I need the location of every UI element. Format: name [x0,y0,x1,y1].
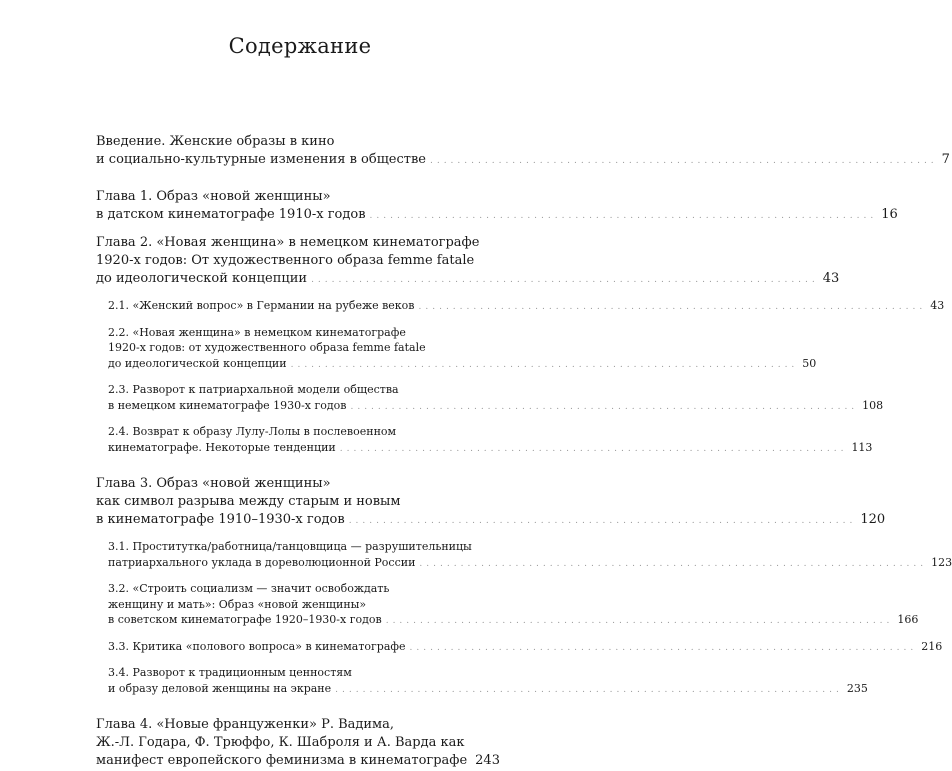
entry-line: 2.1. «Женский вопрос» в Германии на рубеже веков [108,299,415,312]
toc-entry-chapter-2[interactable] [96,234,840,289]
entry-line: в датском кинематографе 1910-х годов [96,207,366,222]
dot-leader: .......................................................................... [385,616,894,626]
entry-line: Введение. Женские образы в кино [96,134,335,149]
page-number: 50 [802,356,817,370]
entry-line: 2.2. «Новая женщина» в немецком кинематографе [108,325,406,339]
page-title: Содержание [228,34,372,58]
toc-entry-section-3-4[interactable] [96,665,868,698]
entry-line: Глава 3. Образ «новой женщины» [96,476,331,491]
entry-line: патриархального уклада в дореволюционной России [108,555,416,569]
entry-line: 2.4. Возврат к образу Лулу-Лолы в послевоенном [108,425,397,438]
toc-entry-chapter-4[interactable] [96,716,500,771]
entry-line: кинематографе. Некоторые тенденции [108,440,336,454]
entry-line: 1920-х годов: от художественного образа femme fatale [108,341,426,354]
entry-line: Глава 1. Образ «новой женщины» [96,189,331,204]
entry-line: 2.3. Разворот к патриархальной модели общества [108,383,399,396]
entry-line: 1920-х годов: От художественного образа femme fatale [96,253,475,268]
toc-entry-section-2-4[interactable] [96,424,873,457]
page-number: 166 [897,613,919,626]
dot-leader: .......................................................................... [335,684,843,695]
toc-entry-section-3-3[interactable] [96,639,943,657]
table-of-contents [96,133,952,771]
entry-line: Глава 4. «Новые француженки» Р. Вадима, [96,717,395,732]
page-number: 123 [931,555,952,569]
page-number: 243 [475,753,500,768]
dot-leader: .......................................................................... [348,516,857,526]
entry-line: Ж.-Л. Годара, Ф. Трюффо, К. Шаброля и А. Варда как [96,735,465,750]
dot-leader: .......................................................................... [290,359,799,370]
entry-line: 3.3. Критика «полового вопроса» в кинематографе [108,639,406,653]
page-number: 108 [862,398,884,412]
page-number: 43 [930,299,945,312]
dot-leader: .......................................................................... [409,642,918,653]
dot-leader: .......................................................................... [369,211,878,221]
entry-line: 3.2. «Строить социализм — значит освобождать [108,582,390,595]
entry-line: в немецком кинематографе 1930-х годов [108,398,347,412]
entry-line: в кинематографе 1910–1930-х годов [96,512,345,527]
entry-line: до идеологической концепции [108,356,287,370]
page-number: 216 [921,639,943,653]
page-number: 235 [846,681,868,695]
entry-line: и образу деловой женщины на экране [108,681,332,695]
dot-leader: .......................................................................... [418,302,927,312]
entry-line: в советском кинематографе 1920–1930-х годов [108,613,382,626]
dot-leader: .......................................................................... [429,156,938,166]
toc-entry-introduction[interactable] [96,133,950,170]
entry-line: и социально-культурные изменения в обществе [96,152,426,167]
entry-line: 3.1. Проститутка/работница/танцовщица — разрушительницы [108,540,472,553]
dot-leader: .......................................................................... [311,275,819,285]
page-number: 43 [822,271,840,286]
toc-entry-section-2-1[interactable] [96,298,945,316]
entry-line: до идеологической концепции [96,271,308,286]
page-number: 120 [860,512,886,527]
toc-entry-section-3-1[interactable] [96,539,952,572]
entry-line: манифест европейского феминизма в кинематографе [96,753,468,768]
toc-entry-section-3-2[interactable] [96,581,919,630]
toc-entry-chapter-3[interactable] [96,475,886,530]
entry-line: 3.4. Разворот к традиционным ценностям [108,666,352,679]
page-number: 113 [851,440,873,454]
toc-entry-chapter-1[interactable] [96,188,898,225]
entry-line: Глава 2. «Новая женщина» в немецком кинематографе [96,235,480,250]
entry-line: как символ разрыва между старым и новым [96,494,401,509]
dot-leader: .......................................................................... [419,558,928,569]
entry-line: женщину и мать»: Образ «новой женщины» [108,597,367,611]
dot-leader: .......................................................................... [339,443,848,454]
page-number: 16 [881,207,898,222]
page-number: 7 [941,152,950,167]
dot-leader: .......................................................................... [350,401,859,412]
toc-entry-section-2-2[interactable] [96,325,817,374]
toc-entry-section-2-3[interactable] [96,382,884,415]
